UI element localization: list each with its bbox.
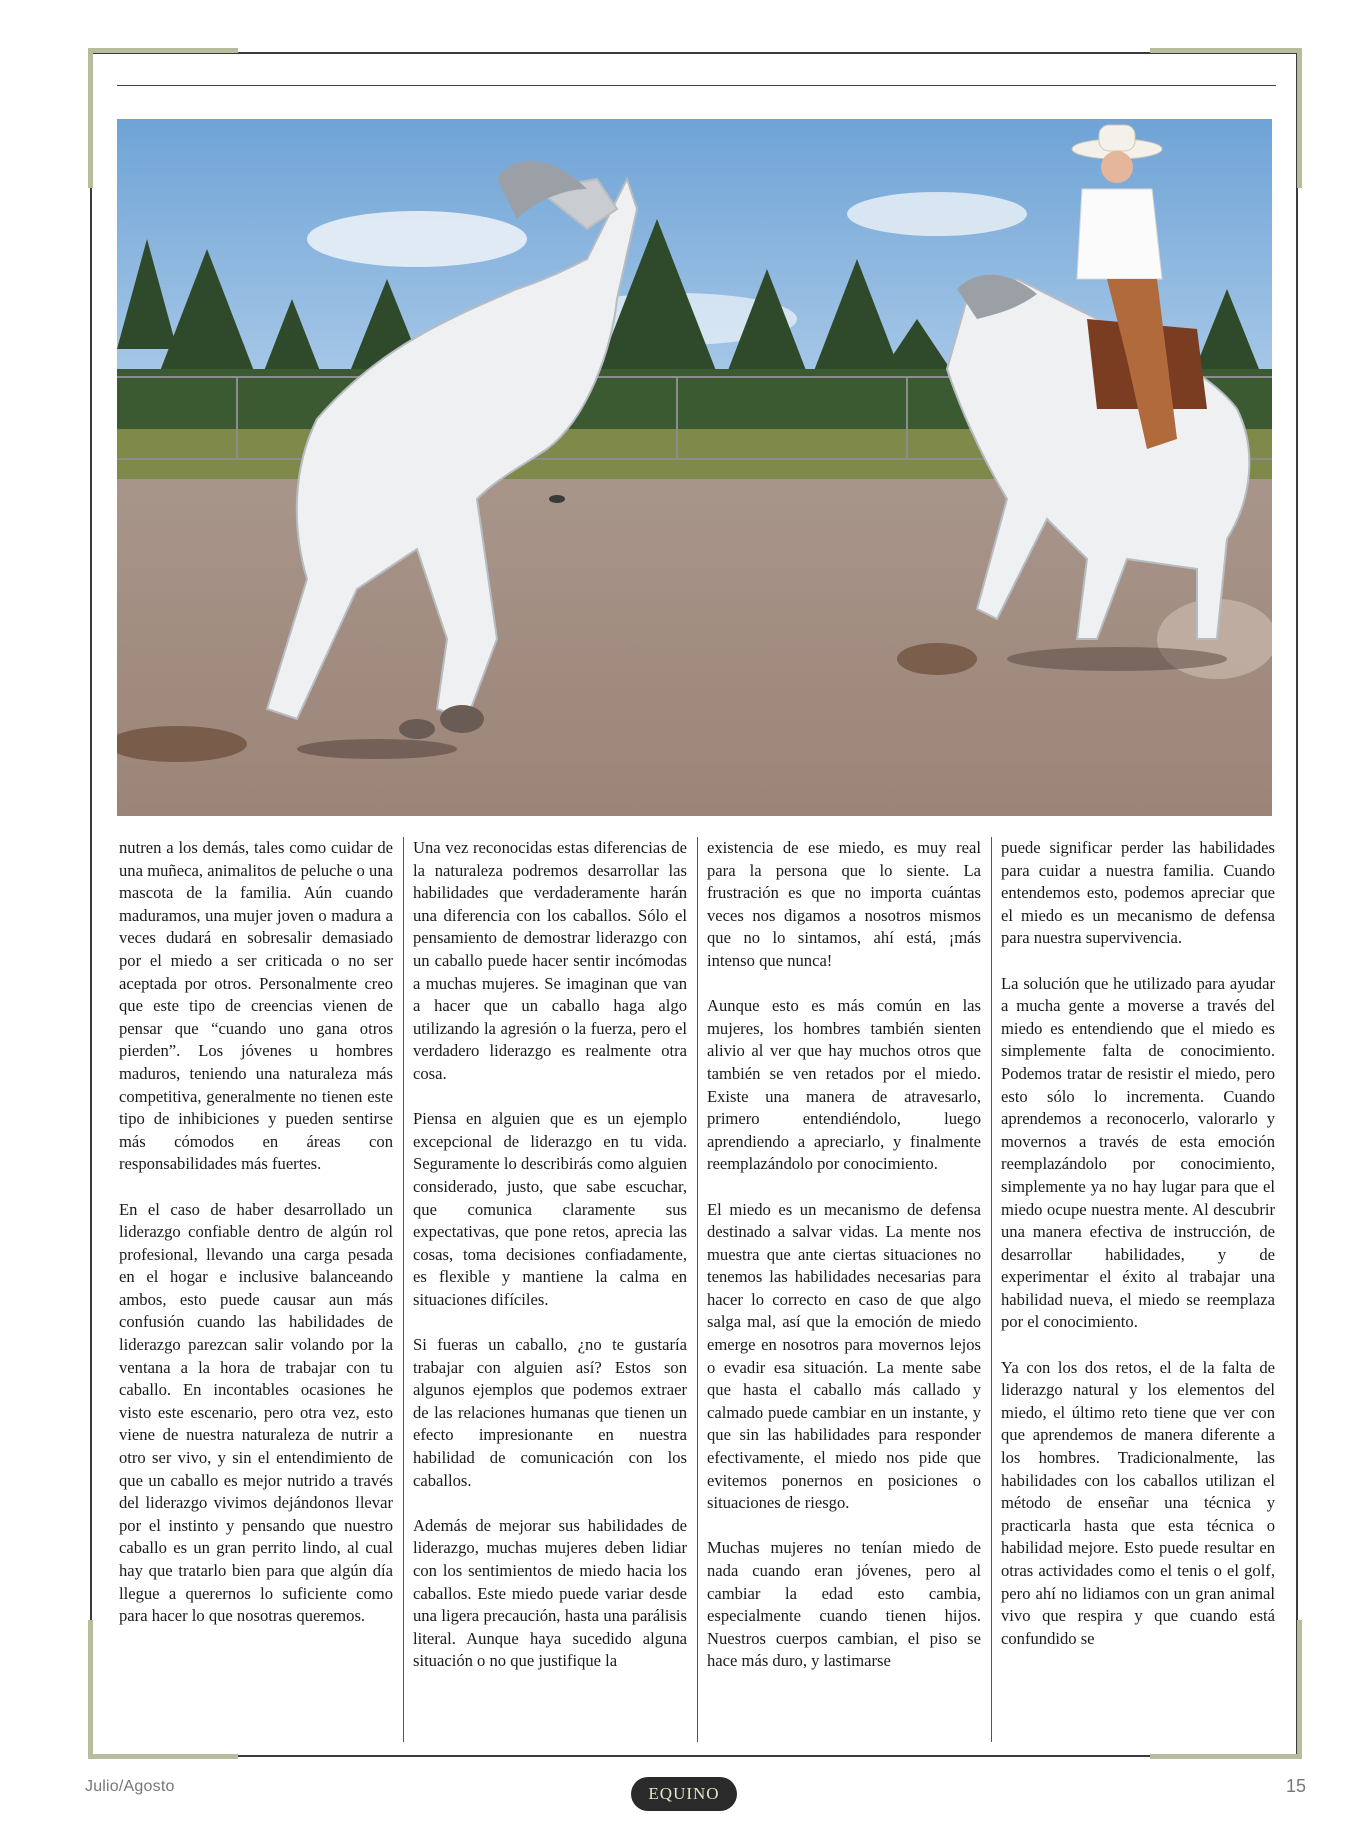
header-rule bbox=[117, 85, 1276, 86]
paragraph: Muchas mujeres no tenían miedo de nada cuando eran jóvenes, pero al cambiar la edad esto cambia, especialmente cuando tienen hijos. Nuestros cuerpos cambian, el piso se hace más duro, y lastimarse bbox=[707, 1538, 981, 1671]
paragraph: nutren a los demás, tales como cuidar de una muñeca, animalitos de peluche o una mascota de la familia. Aún cuando maduramos, una mujer joven o madura a veces dudará en sobresalir demasiado por el miedo a ser criticada o no ser aceptada por otros. Personalmente creo que este tipo de creencias vienen de pensar que “cuando uno gana otros pierden”. Los jóvenes u hombres maduros, teniendo una naturaleza más competitiva, generalmente no tienen este tipo de inhibiciones y pueden sentirse más cómodos en áreas con responsabilidades más fuertes. bbox=[119, 838, 393, 1174]
column-divider bbox=[697, 837, 698, 1742]
text-column-3 bbox=[707, 837, 981, 1673]
page-number: 15 bbox=[1285, 1776, 1306, 1796]
text-column-4 bbox=[1001, 837, 1275, 1650]
paragraph: El miedo es un mecanismo de defensa destinado a salvar vidas. La mente nos muestra que ante ciertas situaciones no tenemos las habilidades necesarias para hacer lo correcto en caso de que algo salga mal, así que la emoción de miedo emerge en nosotros para movernos lejos o evadir esa situación. La mente sabe que hasta el caballo más callado y calmado puede cambiar en un instante, y que sin las habilidades para responder efectivamente, el miedo nos pide que evitemos ponernos en posiciones o situaciones de riesgo. bbox=[707, 1199, 981, 1513]
corner-accent-top-left bbox=[88, 48, 238, 53]
column-divider bbox=[991, 837, 992, 1742]
paragraph: puede significar perder las habilidades para cuidar a nuestra familia. Cuando entendemos esto, podemos apreciar que el miedo es un mecanismo de defensa para nuestra supervivencia. bbox=[1001, 838, 1275, 948]
corner-accent-bottom-left-vertical bbox=[88, 1620, 93, 1759]
corner-accent-bottom-right-vertical bbox=[1297, 1620, 1302, 1759]
paragraph: Aunque esto es más común en las mujeres, los hombres también sienten alivio al ver que hay muchos otros que también se ven retados por el miedo. Existe una manera de atravesarlo, primero entendiéndolo, luego aprendiendo a apreciarlo, y finalmente reemplazándolo por conocimiento. bbox=[707, 996, 981, 1174]
paragraph: La solución que he utilizado para ayudar a mucha gente a moverse a través del miedo es entendiendo que el miedo es simplemente falta de conocimiento. Podemos tratar de resistir el miedo, pero esto sólo lo incrementa. Cuando aprendemos a reconocerlo, valorarlo y movernos a través de esta emoción reemplazándolo por conocimiento, simplemente ya no hay lugar para que el miedo ocupe nuestra mente. Al descubrir una manera efectiva de instrucción, de desarrollar habilidades, y de experimentar el éxito al trabajar una habilidad nueva, el miedo se reemplaza por el conocimiento. bbox=[1001, 973, 1275, 1332]
corner-accent-bottom-left bbox=[88, 1754, 238, 1759]
text-column-1 bbox=[119, 837, 393, 1628]
article-photo bbox=[117, 119, 1272, 816]
column-divider bbox=[403, 837, 404, 1742]
text-column-2 bbox=[413, 837, 687, 1673]
magazine-logo bbox=[631, 1777, 737, 1811]
paragraph: Además de mejorar sus habilidades de liderazgo, muchas mujeres deben lidiar con los sentimientos de miedo hacia los caballos. Este miedo puede variar desde una ligera precaución, hasta una parálisis literal. Aunque haya sucedido alguna situación o no que justifique la bbox=[413, 1515, 687, 1671]
paragraph: Una vez reconocidas estas diferencias de la naturaleza podremos desarrollar las habilidades que verdaderamente harán una diferencia con los caballos. Sólo el pensamiento de demostrar liderazgo con un caballo puede hacer sentir incómodas a muchas mujeres. Se imaginan que van a hacer que un caballo haga algo utilizando la agresión o la fuerza, pero el verdadero liderazgo es realmente otra cosa. bbox=[413, 838, 687, 1083]
paragraph: Ya con los dos retos, el de la falta de liderazgo natural y los elementos del miedo, el último reto tiene que ver con que aprendemos de manera diferente a los hombres. Tradicionalmente, las habilidades con los caballos utilizan el método de enseñar una técnica y practicarla hasta que esta técnica o habilidad mejore. Esto puede resultar en otras actividades como el tenis o el golf, pero ahí no lidiamos con un gran animal vivo que respira y que cuando está confundido se bbox=[1001, 1357, 1275, 1648]
logo-text: EQUINO bbox=[648, 1784, 720, 1803]
paragraph: existencia de ese miedo, es muy real para la persona que lo siente. La frustración es que no importa cuántas veces nos digamos a nosotros mismos que no lo sintamos, ahí está, ¡más intenso que nunca! bbox=[707, 838, 981, 970]
corner-accent-top-right-vertical bbox=[1297, 48, 1302, 188]
paragraph: Piensa en alguien que es un ejemplo excepcional de liderazgo en tu vida. Seguramente lo describirás como alguien considerado, justo, que sabe escuchar, que comunica claramente sus expectativas, que pone retos, aprecia las cosas, toma decisiones confiadamente, es flexible y mantiene la calma en situaciones difíciles. bbox=[413, 1109, 687, 1309]
paragraph: En el caso de haber desarrollado un liderazgo confiable dentro de algún rol profesional, llevando una carga pesada en el hogar e inclusive balanceando ambos, esto puede causar aun más confusión cuando las habilidades de liderazgo parezcan salir volando por la ventana a la hora de trabajar con tu caballo. En incontables ocasiones he visto este escenario, pero otra vez, esto viene de nuestra naturaleza de nutrir a otro ser vivo, y sin el entendimiento de que un caballo es mejor nutrido a través del liderazgo vivimos dejándonos llevar por el instinto y pensando que nuestro caballo es un gran perrito lindo, al cual hay que tratarlo bien para que algún día llegue a querernos lo suficiente como para hacer lo que nosotras queremos. bbox=[119, 1199, 393, 1626]
paragraph: Si fueras un caballo, ¿no te gustaría trabajar con alguien así? Estos son algunos ejemplos que podemos extraer de las relaciones humanas que tienen un efecto impresionante en nuestra habilidad de comunicación con los caballos. bbox=[413, 1335, 687, 1490]
corner-accent-top-right bbox=[1150, 48, 1302, 53]
issue-date: Julio/Agosto bbox=[85, 1778, 175, 1795]
corner-accent-bottom-right bbox=[1150, 1754, 1302, 1759]
horse-rider-illustration bbox=[117, 119, 1272, 816]
corner-accent-top-left-vertical bbox=[88, 48, 93, 188]
